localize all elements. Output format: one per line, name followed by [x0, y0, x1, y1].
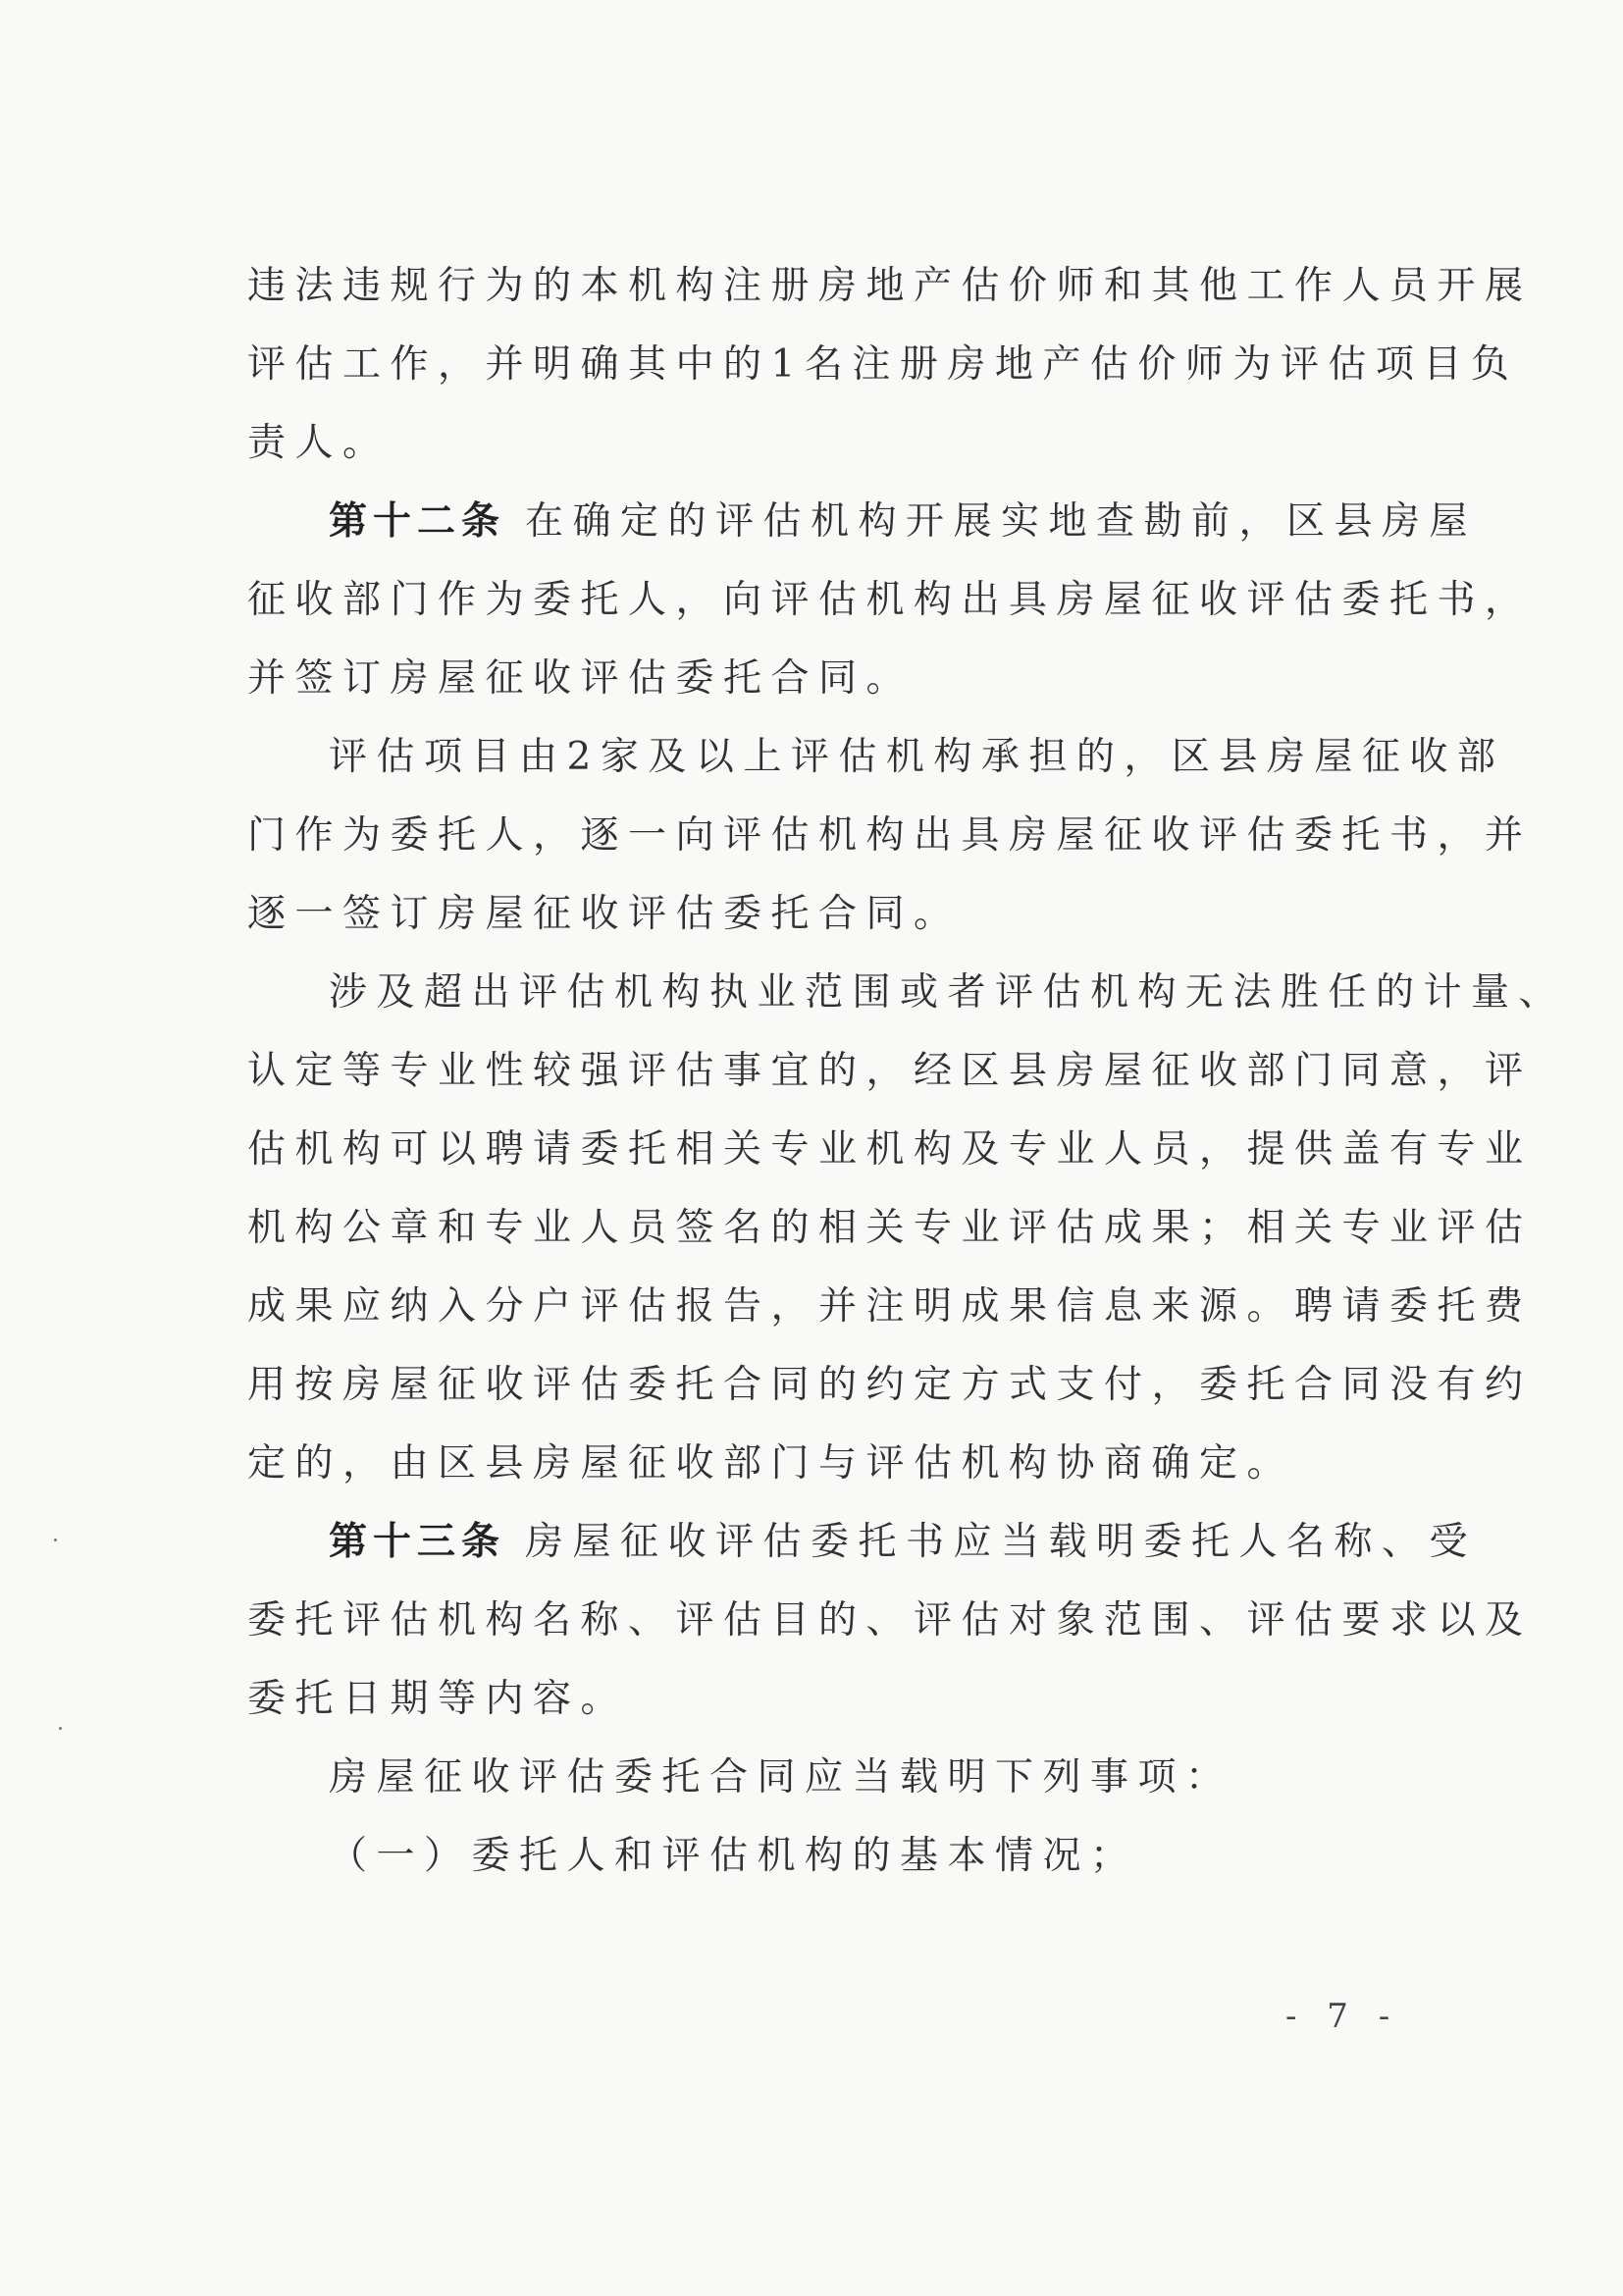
body-line: 成果应纳入分户评估报告，并注明成果信息来源。聘请委托费: [247, 1284, 1533, 1329]
paragraph-first-line: 房屋征收评估委托合同应当载明下列事项：: [329, 1755, 1233, 1800]
body-line: 委托日期等内容。: [247, 1677, 629, 1721]
body-line: 估机构可以聘请委托相关专业机构及专业人员，提供盖有专业: [247, 1127, 1533, 1172]
article-13-text: 房屋征收评估委托书应当载明委托人名称、受: [525, 1520, 1478, 1564]
scan-speck: [54, 1539, 57, 1541]
body-line: 委托评估机构名称、评估目的、评估对象范围、评估要求以及: [247, 1598, 1533, 1643]
body-line: 门作为委托人，逐一向评估机构出具房屋征收评估委托书，并: [247, 813, 1533, 858]
article-12-line: [329, 498, 1478, 546]
paragraph-first-line: 评估项目由2家及以上评估机构承担的，区县房屋征收部: [329, 735, 1505, 779]
body-line: 责人。: [247, 421, 391, 465]
body-line: 定的，由区县房屋征收部门与评估机构协商确定。: [247, 1441, 1295, 1486]
body-line: 机构公章和专业人员签名的相关专业评估成果；相关专业评估: [247, 1206, 1533, 1250]
article-12-heading: 第十二条: [329, 499, 506, 544]
page-number: - 7 -: [1285, 1997, 1400, 2036]
body-line: 评估工作，并明确其中的1名注册房地产估价师为评估项目负: [247, 342, 1519, 387]
body-line: 并签订房屋征收评估委托合同。: [247, 656, 915, 701]
paragraph-first-line: 涉及超出评估机构执业范围或者评估机构无法胜任的计量、: [329, 970, 1567, 1015]
body-line: 用按房屋征收评估委托合同的约定方式支付，委托合同没有约: [247, 1363, 1533, 1407]
article-13-heading: 第十三条: [329, 1520, 506, 1564]
body-line: 违法违规行为的本机构注册房地产估价师和其他工作人员开展: [247, 264, 1533, 308]
list-item: （一）委托人和评估机构的基本情况；: [329, 1834, 1138, 1878]
body-line: 逐一签订房屋征收评估委托合同。: [247, 892, 962, 936]
article-12-text: 在确定的评估机构开展实地查勘前，区县房屋: [525, 499, 1478, 544]
body-line: 认定等专业性较强评估事宜的，经区县房屋征收部门同意，评: [247, 1049, 1533, 1093]
article-13-line: [329, 1519, 1478, 1566]
body-line: 征收部门作为委托人，向评估机构出具房屋征收评估委托书，: [247, 578, 1533, 622]
scan-speck: [59, 1727, 62, 1730]
